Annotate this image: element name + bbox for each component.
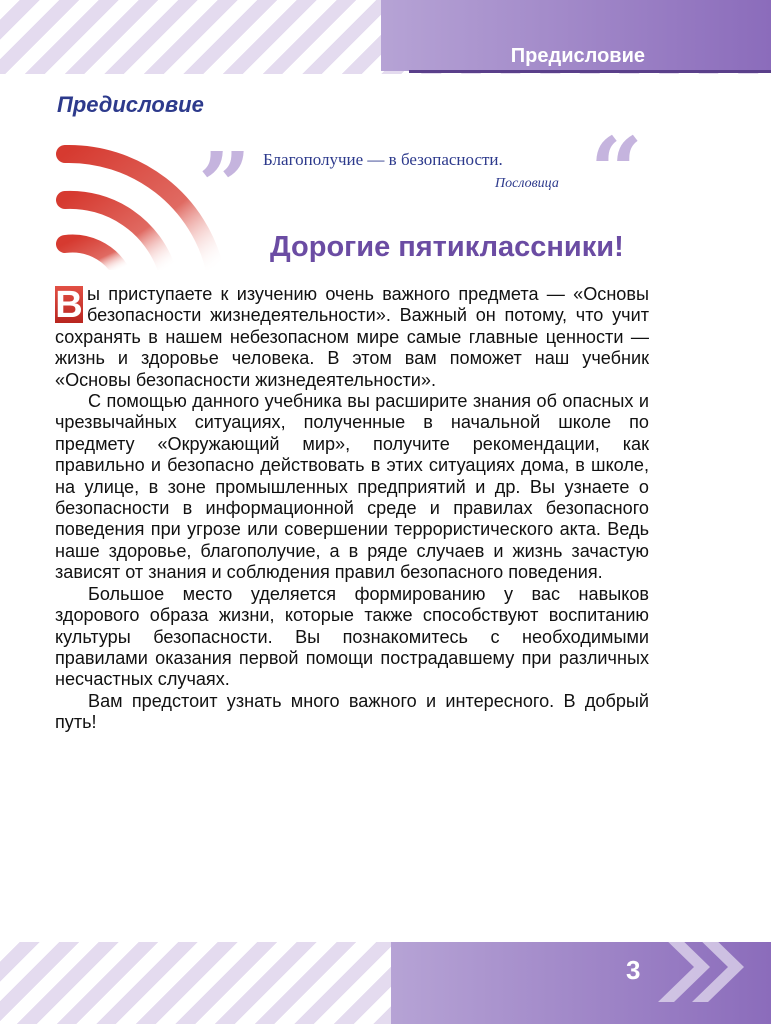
- dropcap-letter: В: [55, 284, 83, 326]
- paragraph-4: Вам предстоит узнать много важного и интересного. В добрый путь!: [55, 690, 649, 733]
- quote-open-mark: ”: [198, 132, 251, 240]
- header-underline: [409, 70, 771, 73]
- epigraph-source: Пословица: [495, 176, 559, 191]
- paragraph-3: Большое место уделяется формированию у вас навыков здорового образа жизни, которые также способствуют воспитанию культуры безопасности. Вы познакомитесь с необходимыми правилами оказания первой помощи пострадавшему при различных несчастных случаях.: [55, 583, 649, 690]
- greeting-heading: Дорогие пятиклассники!: [270, 231, 624, 263]
- paragraph-2: С помощью данного учебника вы расширите знания об опасных и чрезвычайных ситуациях, полученные в начальной школе по предмету «Окружающий мир», получите рекомендации, как правильно и безопасно действовать в этих ситуациях дома, в школе, на улице, в зоне промышленных предприятий и др. Вы узнаете о безопасности в информационной среде и правилах безопасного поведения при угрозе или совершении террористического акта. Ведь наше здоровье, благополучие, а в ряде случаев и жизнь зачастую зависят от знания и соблюдения правил безопасного поведения.: [55, 391, 649, 583]
- epigraph-text: Благополучие — в безопасности.: [263, 150, 503, 169]
- paragraph-1: [55, 284, 649, 391]
- body-text: [55, 284, 649, 734]
- page-number: 3: [626, 955, 641, 985]
- paragraph-1-text: ы приступаете к изучению очень важного предмета — «Основы безопасности жизнедеятельности». Важный он потому, что учит сохранять в нашем небезопасном мире самые главные ценности — жизнь и здоровье человека. В этом вам поможет наш учебник «Основы безопасности жизнедеятельности».: [55, 284, 649, 390]
- header-title: Предисловие: [510, 45, 645, 67]
- section-title: Предисловие: [57, 92, 204, 117]
- double-chevron-icon: [650, 928, 750, 1006]
- quote-close-mark: “: [590, 117, 643, 225]
